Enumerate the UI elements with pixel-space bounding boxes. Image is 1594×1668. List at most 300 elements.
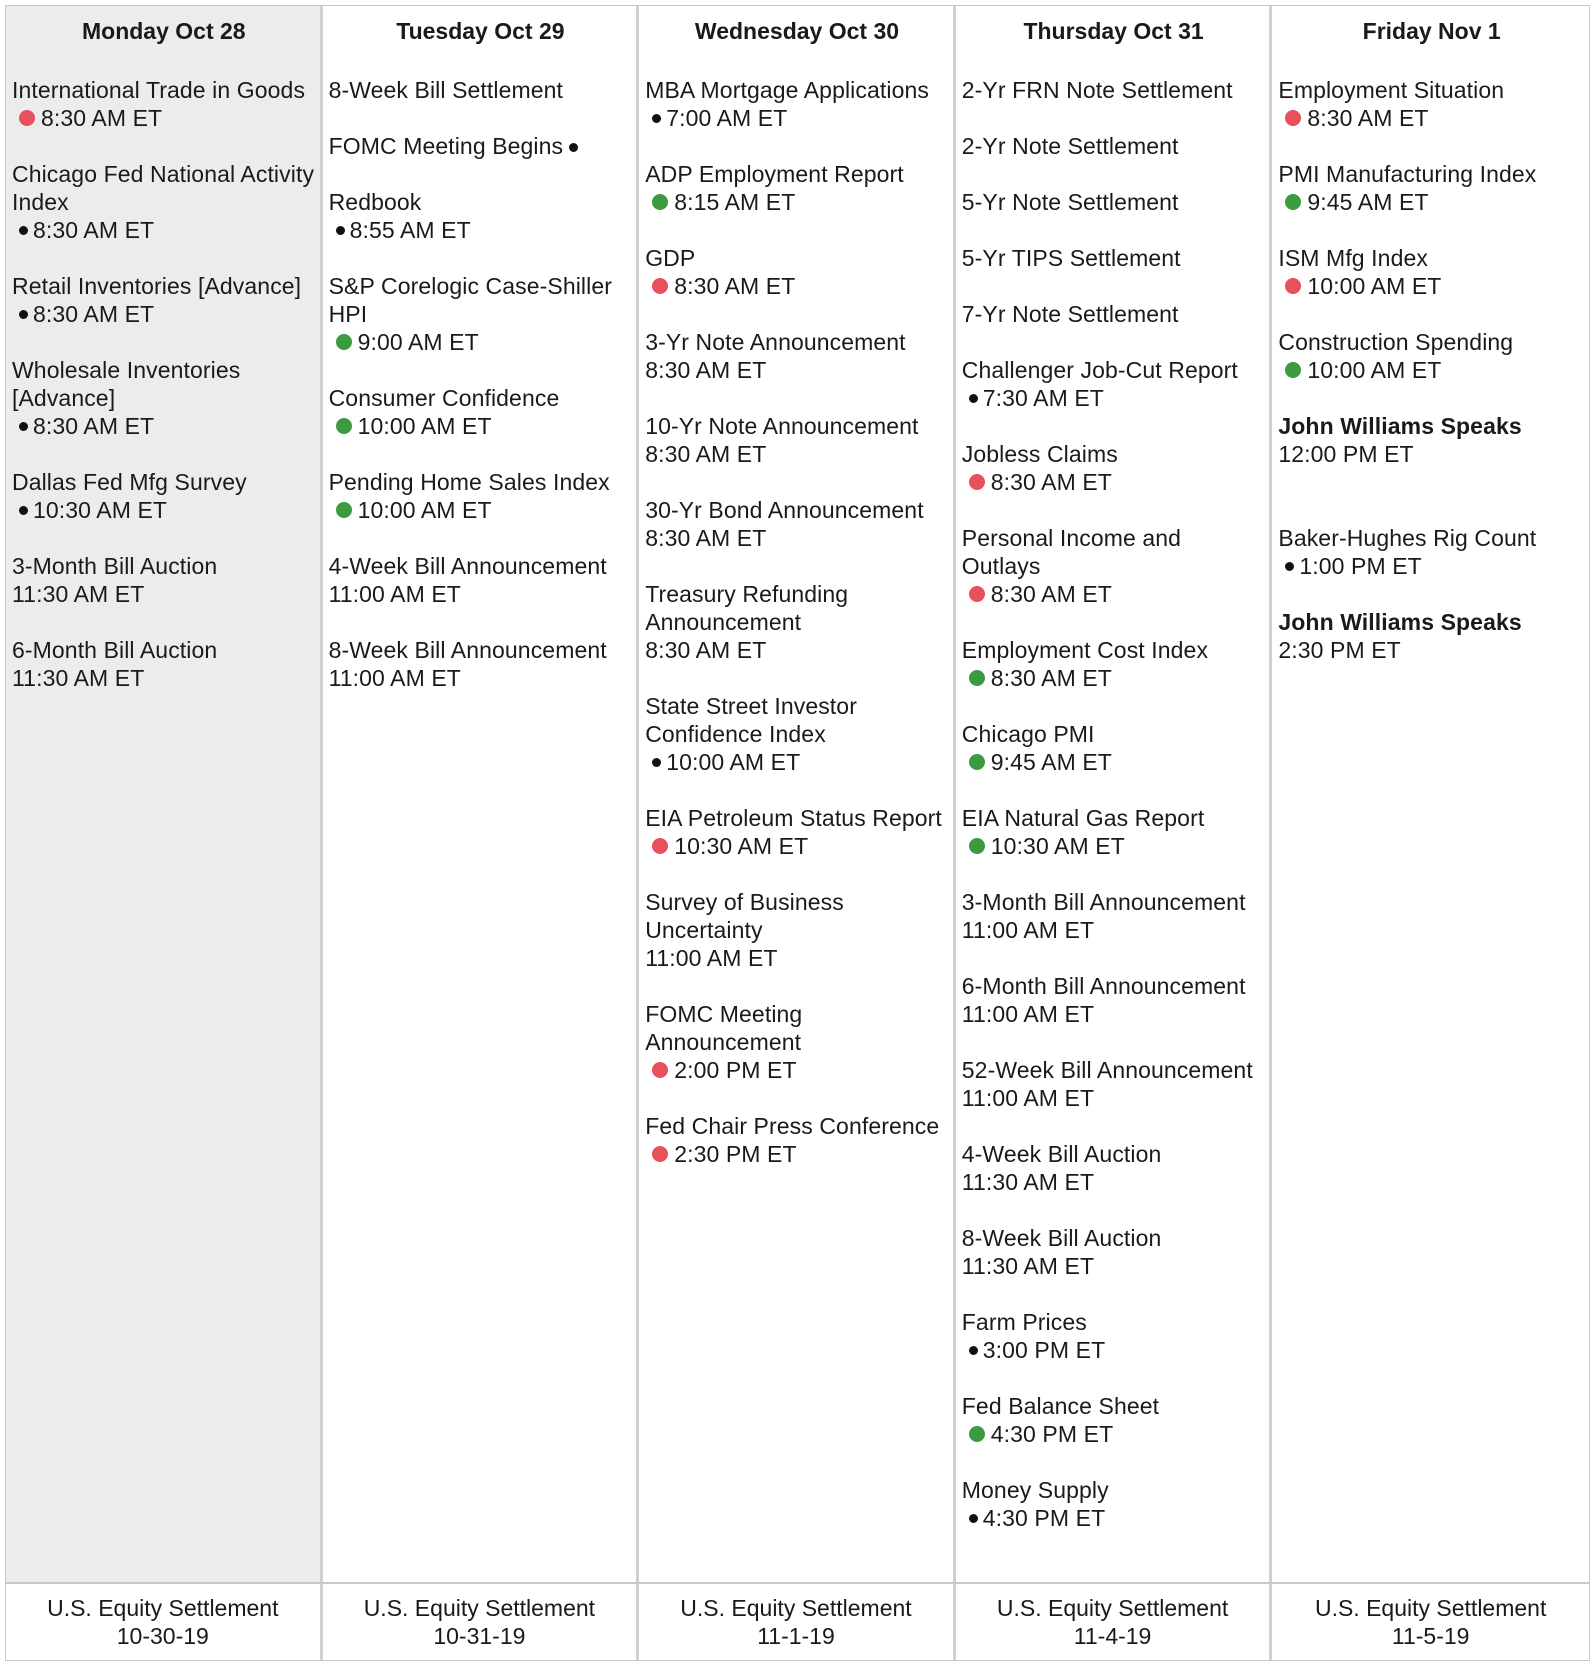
importance-dot-icon [969,1514,978,1523]
event-time [962,1504,1266,1532]
event-time-text: 8:55 AM ET [349,217,471,243]
settlement-label: U.S. Equity Settlement [1314,1595,1547,1621]
event-time-text: 8:30 AM ET [33,301,155,327]
day-column [956,6,1273,1582]
event-time-text: 11:30 AM ET [961,1253,1095,1279]
event-title [962,300,1266,328]
event-title [645,1112,949,1140]
calendar-event[interactable] [1278,524,1585,580]
calendar-event[interactable] [645,1000,949,1084]
event-time [645,1140,949,1168]
event-title [1278,412,1585,440]
event-title [329,384,633,412]
event-time [1278,272,1585,300]
importance-dot-icon [969,1426,985,1442]
calendar-event[interactable] [12,76,316,132]
event-title [1278,524,1585,552]
event-time [645,272,949,300]
event-time-text: 10:00 AM ET [1307,273,1442,299]
event-title-text: FOMC Meeting Begins [328,133,564,159]
event-title-text: 7-Yr Note Settlement [961,301,1179,327]
event-time-text: 11:00 AM ET [328,665,461,691]
importance-dot-icon [969,394,978,403]
importance-dot-icon [336,334,352,350]
event-time [12,216,316,244]
event-title-text: 3-Month Bill Announcement [961,889,1246,915]
importance-dot-icon [19,422,28,431]
calendar-event[interactable] [962,1140,1266,1196]
calendar-event[interactable] [12,272,316,328]
event-time [645,104,949,132]
event-list [962,76,1266,1532]
event-title-text: EIA Petroleum Status Report [645,805,942,831]
calendar-event[interactable] [1278,160,1585,216]
calendar-event[interactable] [962,300,1266,328]
event-title [962,1392,1266,1420]
calendar-event[interactable] [329,76,633,104]
event-time [962,1084,1266,1112]
importance-dot-icon [652,114,661,123]
calendar-event[interactable] [645,888,949,972]
event-title [962,804,1266,832]
economic-calendar [5,5,1590,1661]
day-header: Friday Nov 1 [1362,18,1501,44]
calendar-event[interactable] [962,1308,1266,1364]
event-time [645,440,949,468]
event-time-text: 8:30 AM ET [645,525,767,551]
importance-dot-icon [969,838,985,854]
event-title-text: Baker-Hughes Rig Count [1278,525,1537,551]
event-title [12,272,316,300]
calendar-event[interactable] [645,692,949,776]
event-time-text: 11:00 AM ET [961,1001,1095,1027]
day-column [323,6,640,1582]
event-time-text: 10:00 AM ET [666,749,801,775]
event-title-text: FOMC Meeting Announcement [645,1001,803,1055]
event-title [12,636,316,664]
settlement-label: U.S. Equity Settlement [47,1595,279,1621]
event-time [1278,440,1585,468]
event-time [962,664,1266,692]
calendar-event[interactable] [645,244,949,300]
event-title [645,496,949,524]
event-title-text: John Williams Speaks [1278,609,1522,635]
event-title-text: 8-Week Bill Announcement [328,637,607,663]
event-time-text: 8:30 AM ET [33,413,155,439]
event-time-text: 8:30 AM ET [990,665,1112,691]
event-title-text: 5-Yr Note Settlement [961,189,1179,215]
event-title [329,188,633,216]
event-title [12,468,316,496]
calendar-event[interactable] [1278,76,1585,132]
settlement-cell [639,1584,956,1660]
event-time [1278,636,1585,664]
event-title [962,440,1266,468]
calendar-event[interactable] [645,804,949,860]
importance-dot-icon [19,226,28,235]
event-time-text: 11:00 AM ET [645,945,778,971]
event-title [329,636,633,664]
event-title [962,356,1266,384]
importance-dot-icon [336,226,345,235]
importance-dot-icon [652,838,668,854]
event-title [962,188,1266,216]
calendar-event[interactable] [329,384,633,440]
event-title [962,76,1266,104]
event-time [962,384,1266,412]
event-title [329,132,633,160]
calendar-event[interactable] [962,888,1266,944]
calendar-event[interactable] [962,440,1266,496]
settlement-cell [6,1584,323,1660]
event-title [645,160,949,188]
event-title-text: GDP [645,245,696,271]
importance-dot-icon [1285,562,1294,571]
event-time-text: 10:30 AM ET [990,833,1125,859]
event-title-text: ISM Mfg Index [1278,245,1428,271]
calendar-event[interactable] [962,804,1266,860]
calendar-event[interactable] [645,1112,949,1168]
event-title-text: Dallas Fed Mfg Survey [12,469,247,495]
day-column [1272,6,1589,1582]
calendar-event[interactable] [962,76,1266,104]
event-title [962,1224,1266,1252]
calendar-event[interactable] [12,468,316,524]
event-title-text: Fed Balance Sheet [961,1393,1160,1419]
event-title [329,272,633,328]
event-time [12,104,316,132]
event-title [645,76,949,104]
importance-dot-icon [652,1146,668,1162]
importance-dot-icon [969,474,985,490]
event-title-text: 2-Yr Note Settlement [961,133,1179,159]
event-title [962,1308,1266,1336]
event-time-text: 2:30 PM ET [1278,637,1401,663]
event-title-text: State Street Investor Confidence Index [645,693,857,747]
settlement-date: 11-1-19 [757,1623,835,1649]
event-title [1278,244,1585,272]
event-time-text: 8:30 AM ET [990,581,1112,607]
event-time-text: 8:30 AM ET [674,273,796,299]
settlement-cell [1272,1584,1589,1660]
settlement-date: 11-5-19 [1391,1623,1470,1649]
event-title [962,636,1266,664]
event-title [12,76,316,104]
event-title [12,160,316,216]
event-title-text: Chicago Fed National Activity Index [12,161,315,215]
event-title-text: 52-Week Bill Announcement [961,1057,1253,1083]
settlement-label: U.S. Equity Settlement [363,1595,596,1621]
event-title-text: Construction Spending [1278,329,1514,355]
calendar-event[interactable] [1278,412,1585,468]
day-column [6,6,323,1582]
event-title-text: 6-Month Bill Announcement [961,973,1246,999]
day-header: Thursday Oct 31 [1023,18,1204,44]
event-time [645,944,949,972]
event-time [645,356,949,384]
event-time-text: 1:00 PM ET [1299,553,1422,579]
event-time [12,496,316,524]
calendar-event[interactable] [1278,608,1585,664]
event-list [329,76,633,692]
event-title-text: International Trade in Goods [12,77,306,103]
settlement-label: U.S. Equity Settlement [680,1595,912,1621]
event-title [12,356,316,412]
day-header: Monday Oct 28 [81,18,246,44]
event-time-text: 11:00 AM ET [328,581,461,607]
event-title [962,1140,1266,1168]
event-time [645,1056,949,1084]
event-title-text: Fed Chair Press Conference [645,1113,940,1139]
event-title-text: MBA Mortgage Applications [645,77,929,103]
event-time [645,636,949,664]
event-time [645,188,949,216]
event-list [645,76,949,1168]
calendar-event[interactable] [12,552,316,608]
event-title-text: Employment Cost Index [961,637,1209,663]
event-title-text: S&P Corelogic Case-Shiller HPI [328,273,613,327]
event-title-text: 10-Yr Note Announcement [645,413,919,439]
event-time [645,832,949,860]
importance-dot-icon [1285,194,1301,210]
event-title-text: PMI Manufacturing Index [1278,161,1537,187]
importance-dot-icon [969,670,985,686]
event-title-text: 3-Month Bill Auction [12,553,218,579]
event-title-text: Pending Home Sales Index [328,469,610,495]
calendar-event[interactable] [329,552,633,608]
importance-dot-icon [652,278,668,294]
event-title-text: Personal Income and Outlays [961,525,1182,579]
event-title [1278,608,1585,636]
event-time-text: 2:30 PM ET [674,1141,797,1167]
event-time [645,748,949,776]
calendar-event[interactable] [962,1392,1266,1448]
event-title [962,524,1266,580]
event-time-text: 8:30 AM ET [41,105,163,131]
event-title [962,1476,1266,1504]
calendar-event[interactable] [329,468,633,524]
calendar-event[interactable] [329,188,633,244]
importance-dot-icon [969,754,985,770]
calendar-event[interactable] [962,972,1266,1028]
event-title [645,804,949,832]
event-time-text: 9:00 AM ET [357,329,479,355]
calendar-event[interactable] [962,1224,1266,1280]
event-title-text: Farm Prices [961,1309,1087,1335]
event-time-text: 8:30 AM ET [645,637,767,663]
importance-dot-icon [336,502,352,518]
event-time-text: 8:30 AM ET [990,469,1112,495]
event-time [12,300,316,328]
event-title [1278,160,1585,188]
event-title-text: Redbook [328,189,422,215]
event-list [12,76,316,692]
calendar-event[interactable] [329,272,633,356]
event-time [12,412,316,440]
importance-dot-icon [652,1062,668,1078]
settlement-cell [323,1584,640,1660]
event-time-text: 4:30 PM ET [982,1505,1106,1531]
calendar-days-row [6,6,1589,1584]
calendar-event[interactable] [12,356,316,440]
event-time [962,1168,1266,1196]
event-title-text: 5-Yr TIPS Settlement [961,245,1181,271]
calendar-event[interactable] [645,160,949,216]
settlement-date: 10-30-19 [116,1623,209,1649]
event-title [962,972,1266,1000]
event-time-text: 8:30 AM ET [645,357,767,383]
event-time-text: 8:30 AM ET [645,441,767,467]
event-title [329,76,633,104]
event-time [1278,104,1585,132]
event-title-text: 6-Month Bill Auction [12,637,218,663]
event-time-text: 7:00 AM ET [666,105,788,131]
event-time [12,580,316,608]
event-title [645,1000,949,1056]
event-title-text: Employment Situation [1278,77,1505,103]
event-title [962,244,1266,272]
event-title [645,412,949,440]
event-time [962,1252,1266,1280]
event-title [645,244,949,272]
calendar-event[interactable] [645,496,949,552]
event-time [1278,552,1585,580]
importance-dot-icon [19,506,28,515]
event-title-text: John Williams Speaks [1278,413,1522,439]
event-time [962,748,1266,776]
event-time [329,496,633,524]
calendar-event[interactable] [962,132,1266,160]
calendar-event[interactable] [645,328,949,384]
calendar-event[interactable] [1278,328,1585,384]
event-time-text: 11:00 AM ET [961,1085,1095,1111]
day-header: Tuesday Oct 29 [396,18,565,44]
event-title-text: EIA Natural Gas Report [961,805,1205,831]
importance-dot-icon [969,586,985,602]
event-title-text: Survey of Business Uncertainty [645,889,844,943]
event-title [12,552,316,580]
event-title-text: 8-Week Bill Settlement [328,77,564,103]
calendar-event[interactable] [329,132,633,160]
event-title-text: 3-Yr Note Announcement [645,329,906,355]
event-time-text: 8:30 AM ET [1307,105,1429,131]
event-time [962,916,1266,944]
calendar-event[interactable] [962,524,1266,608]
event-time [962,468,1266,496]
calendar-event[interactable] [645,580,949,664]
event-time [962,1000,1266,1028]
event-time-text: 10:00 AM ET [1307,357,1442,383]
event-list [1278,76,1585,664]
importance-dot-icon [652,194,668,210]
calendar-event[interactable] [12,160,316,244]
calendar-event[interactable] [962,720,1266,776]
event-time-text: 10:30 AM ET [33,497,168,523]
event-time [329,328,633,356]
event-time [12,664,316,692]
importance-dot-icon [1285,278,1301,294]
importance-dot-icon [19,310,28,319]
day-header: Wednesday Oct 30 [694,18,900,44]
event-title-text: 8-Week Bill Auction [961,1225,1162,1251]
settlement-cell [956,1584,1273,1660]
event-time-text: 2:00 PM ET [674,1057,797,1083]
event-title-text: 2-Yr FRN Note Settlement [961,77,1233,103]
event-time [962,580,1266,608]
settlement-date: 11-4-19 [1073,1623,1152,1649]
settlement-label: U.S. Equity Settlement [996,1595,1229,1621]
event-time-text: 11:00 AM ET [961,917,1095,943]
event-title-text: Consumer Confidence [328,385,560,411]
event-title-text: 4-Week Bill Auction [961,1141,1162,1167]
calendar-event[interactable] [962,244,1266,272]
event-title [962,720,1266,748]
event-title [645,888,949,944]
calendar-event[interactable] [962,188,1266,216]
event-time [1278,188,1585,216]
importance-dot-icon [1285,110,1301,126]
calendar-event[interactable] [962,1056,1266,1112]
event-time [1278,356,1585,384]
event-title-text: ADP Employment Report [645,161,904,187]
calendar-event[interactable] [962,356,1266,412]
event-time [329,580,633,608]
event-time-text: 11:30 AM ET [961,1169,1095,1195]
day-column [639,6,956,1582]
event-title [1278,328,1585,356]
event-title [645,328,949,356]
calendar-event[interactable] [1278,244,1585,300]
event-title-text: Wholesale Inventories [Advance] [12,357,241,411]
event-title [329,552,633,580]
calendar-event[interactable] [329,636,633,692]
event-title [645,692,949,748]
event-title [1278,76,1585,104]
calendar-event[interactable] [12,636,316,692]
importance-dot-icon [969,1346,978,1355]
importance-dot-icon [336,418,352,434]
calendar-event[interactable] [645,76,949,132]
event-time-text: 9:45 AM ET [1307,189,1429,215]
event-time [329,664,633,692]
event-title [962,1056,1266,1084]
event-time [962,1420,1266,1448]
event-time-text: 8:30 AM ET [33,217,155,243]
event-time-text: 10:00 AM ET [357,497,492,523]
importance-dot-icon [1285,362,1301,378]
event-time [329,216,633,244]
event-title [962,132,1266,160]
settlement-date: 10-31-19 [433,1623,526,1649]
event-time [962,832,1266,860]
event-time-text: 9:45 AM ET [990,749,1112,775]
event-title-text: Challenger Job-Cut Report [961,357,1238,383]
event-title-text: Chicago PMI [961,721,1095,747]
event-time-text: 3:00 PM ET [982,1337,1106,1363]
event-time-text: 12:00 PM ET [1278,441,1414,467]
calendar-event[interactable] [962,1476,1266,1532]
calendar-event[interactable] [645,412,949,468]
event-time-text: 7:30 AM ET [982,385,1104,411]
calendar-event[interactable] [962,636,1266,692]
event-time [645,524,949,552]
event-title-text: Retail Inventories [Advance] [12,273,302,299]
importance-dot-icon [19,110,35,126]
event-title-text: Money Supply [961,1477,1109,1503]
event-time-text: 4:30 PM ET [990,1421,1114,1447]
event-title-text: 30-Yr Bond Announcement [645,497,924,523]
settlement-row [6,1584,1589,1660]
